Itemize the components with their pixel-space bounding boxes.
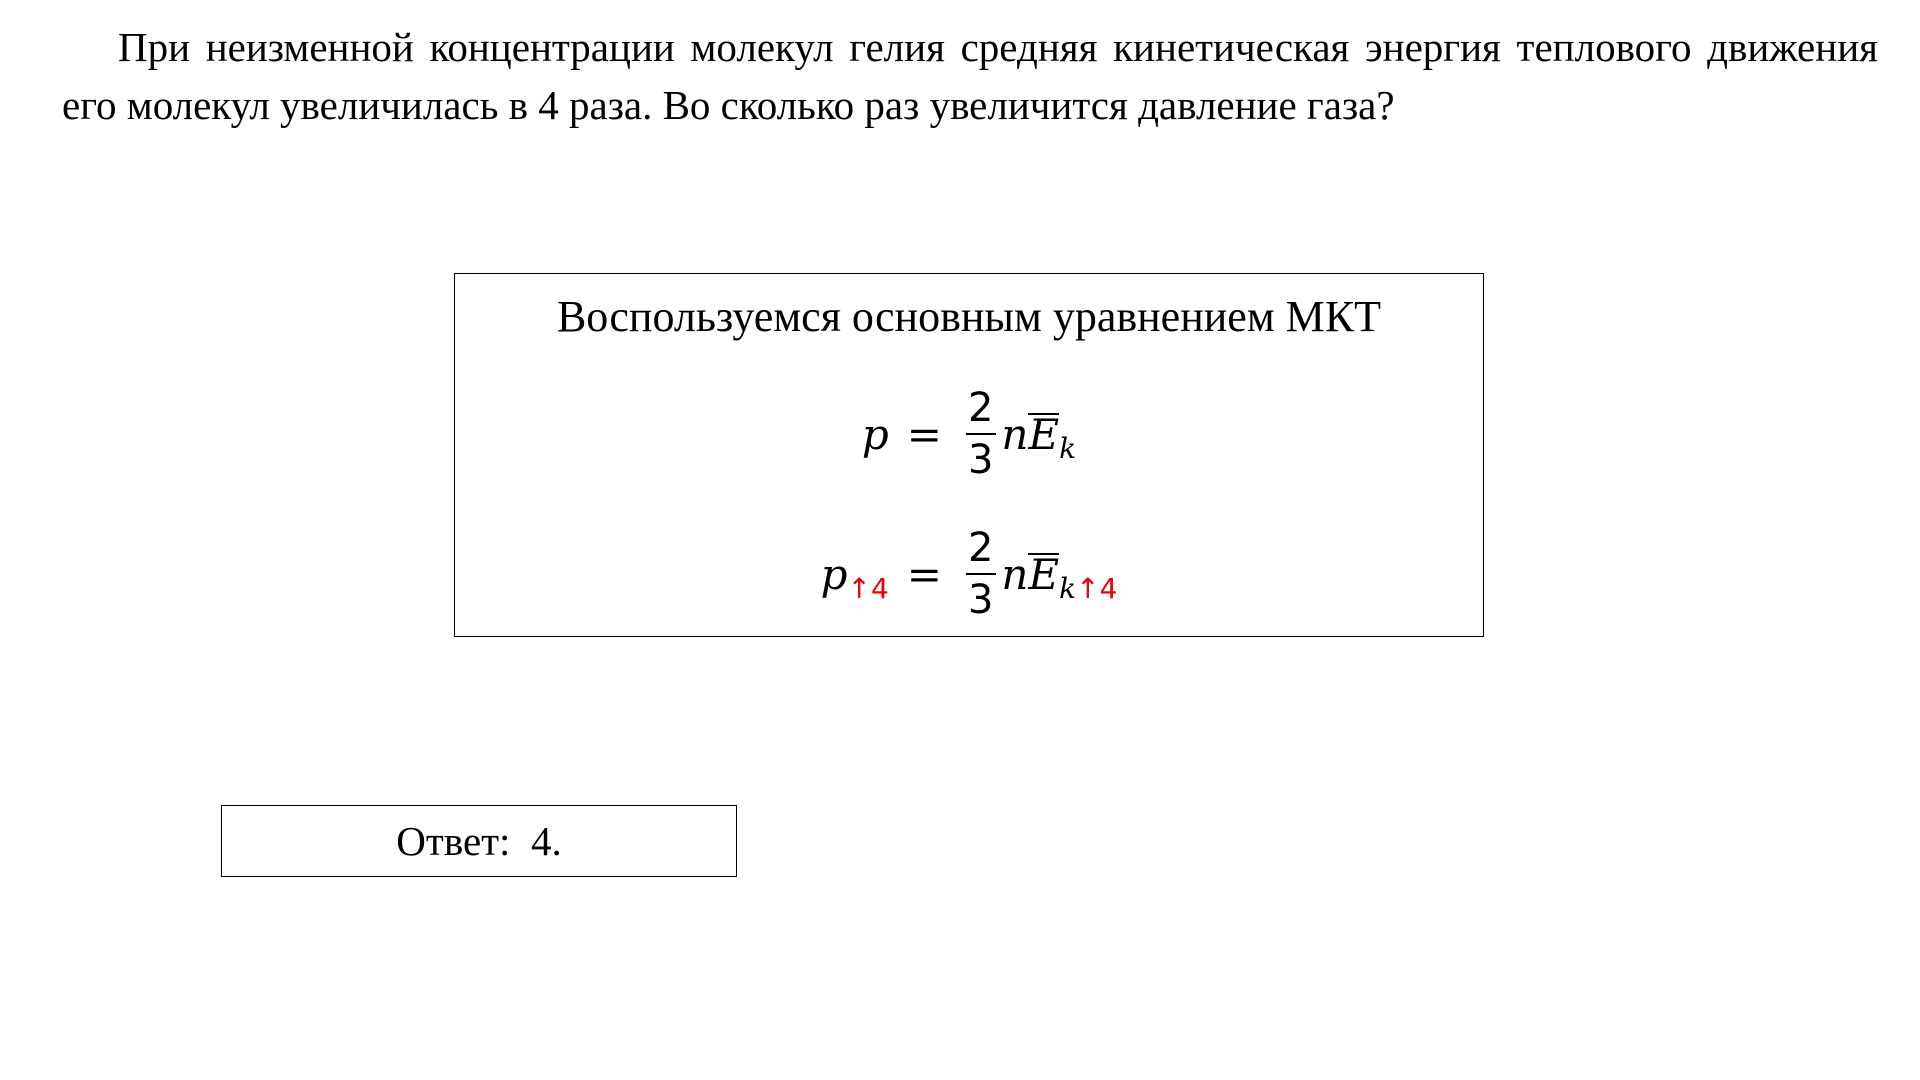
increase-label: ↑4: [847, 571, 889, 605]
fraction-numerator: 2: [967, 525, 994, 571]
fraction-denominator: 3: [967, 577, 994, 623]
equals-sign: =: [906, 549, 942, 599]
formula-lhs: p: [861, 409, 889, 459]
fraction-numerator: 2: [967, 385, 994, 431]
answer-text: Ответ: 4.: [396, 818, 562, 864]
solution-heading: Воспользуемся основным уравнением МКТ: [556, 292, 1382, 341]
fraction: [964, 525, 997, 623]
fraction-denominator: 3: [967, 437, 994, 483]
energy-subscript: k: [1059, 431, 1077, 465]
energy-subscript-group: [1059, 572, 1117, 605]
formula-lhs: p: [820, 549, 848, 599]
pressure-increase-mark: [847, 572, 888, 605]
energy-increase-mark: ↑4: [1076, 571, 1118, 605]
concentration-symbol: n: [1001, 409, 1029, 459]
mean-energy-symbol: E: [1028, 410, 1060, 459]
solution-box: [454, 273, 1484, 637]
problem-text: При неизменной концентрации молекул гелия средняя кинетическая энергия теплового движения его молекул увеличилась в 4 раза. Во сколько раз увеличится давление газа?: [62, 24, 1878, 128]
mean-energy-symbol: E: [1028, 550, 1060, 599]
answer-box: [221, 805, 737, 877]
equals-sign: =: [906, 409, 942, 459]
fraction: [964, 385, 997, 483]
formula-pressure: [455, 374, 1483, 494]
formula-pressure-increased: [455, 514, 1483, 634]
concentration-symbol: n: [1001, 549, 1029, 599]
energy-subscript: k: [1059, 571, 1077, 605]
